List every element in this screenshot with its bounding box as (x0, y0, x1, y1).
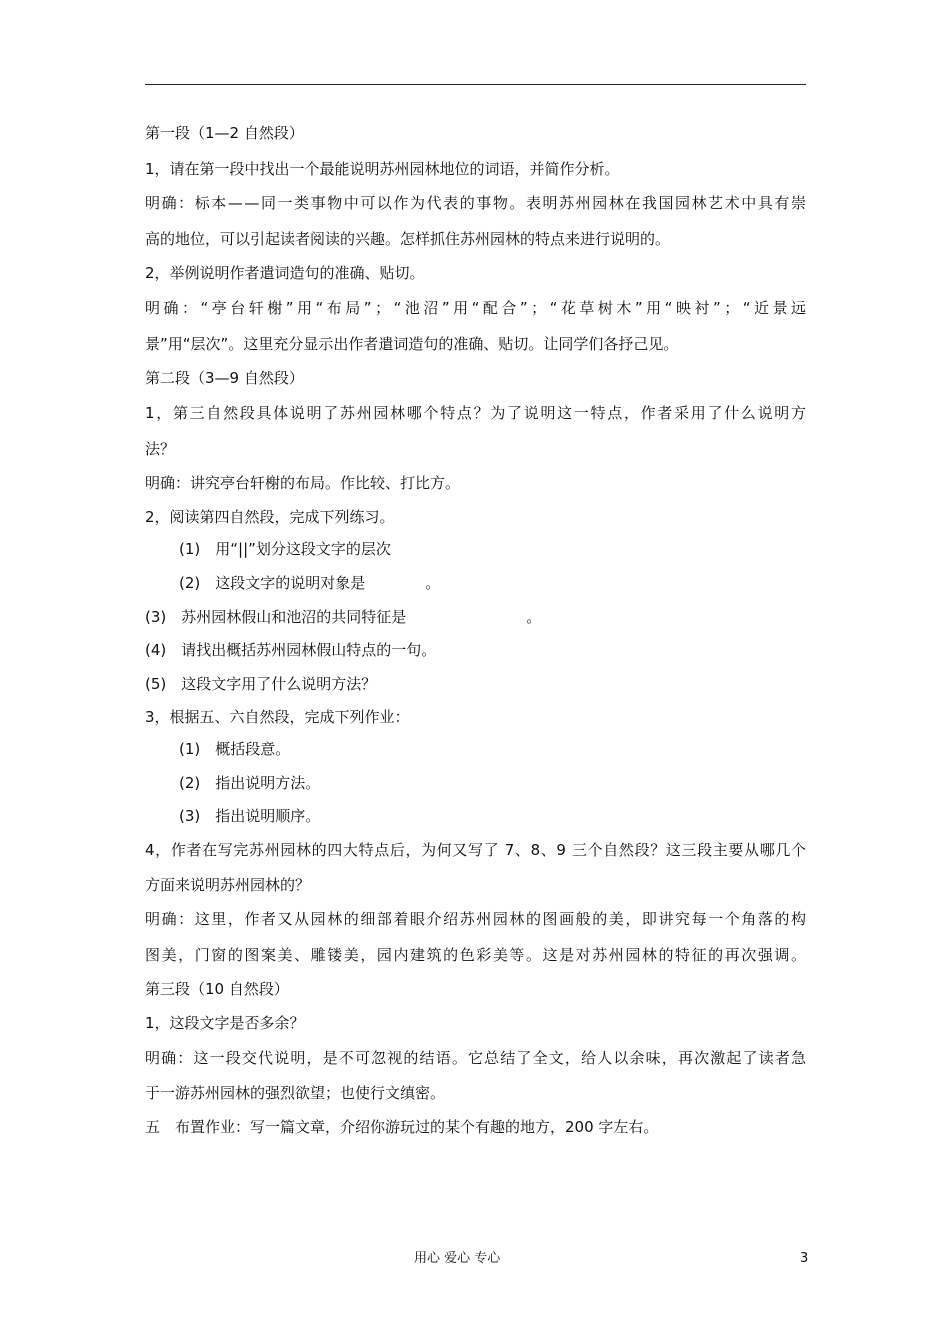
text-line-content: (1) 概括段意。 (179, 740, 291, 758)
text-line-content: 第一段（1—2 自然段） (145, 124, 304, 142)
text-line (145, 608, 541, 626)
text-line (145, 641, 436, 659)
text-line-content: (4) 请找出概括苏州园林假山特点的一句。 (145, 641, 437, 659)
text-line (145, 910, 808, 928)
text-line (145, 841, 807, 859)
text-line (145, 946, 808, 964)
text-line (145, 299, 810, 317)
text-line-content: 明确：这一段交代说明，是不可忽视的结语。它总结了全文，给人以余味，再次激起了读者急 (145, 1049, 808, 1067)
text-line (145, 508, 395, 526)
text-line (179, 807, 320, 825)
text-line (145, 1118, 658, 1136)
text-line-content: 第二段（3—9 自然段） (145, 369, 304, 387)
text-line (145, 1084, 445, 1102)
text-line (145, 474, 460, 492)
text-line (145, 980, 289, 998)
text-line-content: 明确：这里，作者又从园林的细部着眼介绍苏州园林的图画般的美，即讲究每一个角落的构 (145, 910, 808, 928)
text-line-content: 第三段（10 自然段） (145, 980, 289, 998)
text-line (179, 574, 440, 592)
text-line-content: (2) 这段文字的说明对象是 。 (179, 574, 441, 592)
header-rule (145, 84, 806, 85)
text-line-content: 1，请在第一段中找出一个最能说明苏州园林地位的词语，并简作分析。 (145, 160, 620, 178)
text-line (179, 774, 320, 792)
text-line-content: 法？ (145, 440, 176, 458)
text-line (145, 369, 304, 387)
text-line-content: 五 布置作业：写一篇文章，介绍你游玩过的某个有趣的地方，200 字左右。 (145, 1118, 659, 1136)
text-line-content: 3，根据五、六自然段，完成下列作业： (145, 708, 410, 726)
text-line-content: (2) 指出说明方法。 (179, 774, 321, 792)
text-line-content: 1，第三自然段具体说明了苏州园林哪个特点？为了说明这一特点，作者采用了什么说明方 (145, 404, 808, 422)
text-line (145, 404, 808, 422)
text-line-content: (3) 苏州园林假山和池沼的共同特征是 。 (145, 608, 542, 626)
text-line-content: 明确：讲究亭台轩榭的布局。作比较、打比方。 (145, 474, 461, 492)
text-line-content: 明确：标本——同一类事物中可以作为代表的事物。表明苏州园林在我国园林艺术中具有崇 (145, 194, 808, 212)
text-line (145, 708, 410, 726)
text-line (145, 124, 304, 142)
text-line-content: 景”用“层次”。这里充分显示出作者遣词造句的准确、贴切。让同学们各抒己见。 (145, 335, 679, 353)
text-line-content: 2，阅读第四自然段，完成下列练习。 (145, 508, 395, 526)
text-line (145, 230, 670, 248)
text-line (145, 1049, 807, 1067)
text-line (145, 160, 620, 178)
text-line-content: (1) 用“||”划分这段文字的层次 (179, 540, 391, 558)
text-line (145, 194, 808, 212)
footer-motto: 用心 爱心 专心 (414, 1251, 501, 1266)
text-line-content: 于一游苏州园林的强烈欲望；也使行文缜密。 (145, 1084, 446, 1102)
text-line-content: 4，作者在写完苏州园林的四大特点后，为何又写了 7、8、9 三个自然段？这三段主要从哪几个 (145, 841, 807, 859)
text-line-content: (3) 指出说明顺序。 (179, 807, 321, 825)
text-line (179, 540, 391, 558)
text-line (145, 675, 376, 693)
text-line (179, 740, 290, 758)
text-line-content: 1，这段文字是否多余？ (145, 1014, 305, 1032)
text-line (145, 335, 678, 353)
text-line-content: 方面来说明苏州园林的？ (145, 876, 311, 894)
text-line-content: 高的地位，可以引起读者阅读的兴趣。怎样抓住苏州园林的特点来进行说明的。 (145, 230, 671, 248)
text-line (145, 440, 175, 458)
page-number: 3 (800, 1251, 809, 1266)
text-line-content: 明确：“亭台轩榭”用“布局”；“池沼”用“配合”；“花草树木”用“映衬”；“近景远 (145, 299, 810, 317)
text-line (145, 264, 425, 282)
text-line (145, 876, 310, 894)
text-line (145, 1014, 305, 1032)
text-line-content: 图美，门窗的图案美、雕镂美，园内建筑的色彩美等。这是对苏州园林的特征的再次强调。 (145, 946, 808, 964)
text-line-content: 2，举例说明作者遣词造句的准确、贴切。 (145, 264, 425, 282)
text-line-content: (5) 这段文字用了什么说明方法？ (145, 675, 377, 693)
